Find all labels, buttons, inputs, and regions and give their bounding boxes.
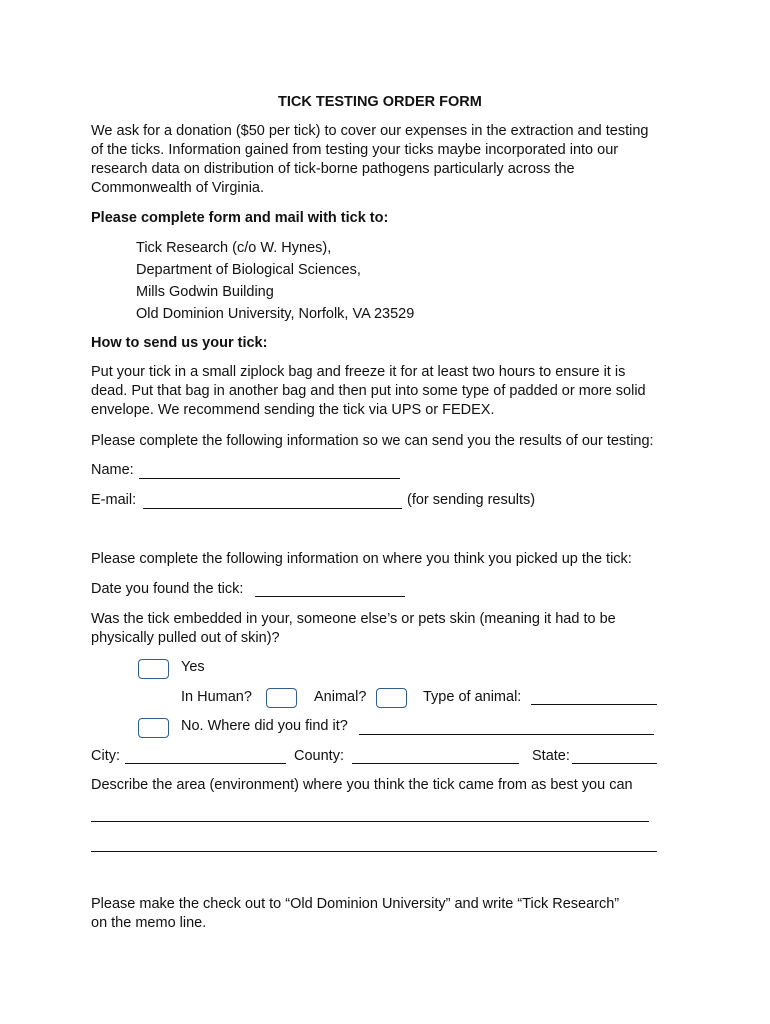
no-where-label: No. Where did you find it? [181,718,348,734]
address-line: Mills Godwin Building [136,284,274,300]
page-title: TICK TESTING ORDER FORM [278,94,482,110]
animal-label: Animal? [314,689,367,705]
date-label: Date you found the tick: [91,581,244,597]
animal-checkbox[interactable] [376,688,407,708]
state-field[interactable] [572,763,657,764]
intro-line: Commonwealth of Virginia. [91,180,265,196]
in-human-checkbox[interactable] [266,688,297,708]
email-field[interactable] [143,508,402,509]
in-human-label: In Human? [181,689,252,705]
send-heading: How to send us your tick: [91,335,268,351]
environment-field-line-2[interactable] [91,851,657,852]
pickup-prompt: Please complete the following information on where you think you picked up the tick: [91,551,632,567]
date-field[interactable] [255,596,405,597]
check-note-line: on the memo line. [91,915,207,931]
mail-heading: Please complete form and mail with tick to: [91,210,389,226]
where-found-field[interactable] [359,734,654,735]
send-line: envelope. We recommend sending the tick via UPS or FEDEX. [91,402,495,418]
email-note: (for sending results) [407,492,536,508]
address-line: Tick Research (c/o W. Hynes), [136,240,332,256]
type-of-animal-label: Type of animal: [423,689,522,705]
check-note-line: Please make the check out to “Old Dominion University” and write “Tick Research” [91,896,620,912]
intro-line: research data on distribution of tick-borne pathogens particularly across the [91,161,575,177]
county-field[interactable] [352,763,519,764]
yes-label: Yes [181,659,205,675]
no-checkbox[interactable] [138,718,169,738]
name-field[interactable] [139,478,400,479]
city-label: City: [91,748,120,764]
send-line: Put your tick in a small ziplock bag and freeze it for at least two hours to ensure it is [91,364,626,380]
results-prompt: Please complete the following information so we can send you the results of our testing: [91,433,654,449]
question-line: physically pulled out of skin)? [91,630,280,646]
address-line: Department of Biological Sciences, [136,262,361,278]
type-of-animal-field[interactable] [531,704,657,705]
question-line: Was the tick embedded in your, someone else’s or pets skin (meaning it had to be [91,611,616,627]
county-label: County: [294,748,344,764]
name-label: Name: [91,462,134,478]
email-label: E-mail: [91,492,137,508]
state-label: State: [532,748,570,764]
send-line: dead. Put that bag in another bag and then put into some type of padded or more solid [91,383,646,399]
environment-field-line-1[interactable] [91,821,649,822]
describe-prompt: Describe the area (environment) where you think the tick came from as best you can [91,777,633,793]
intro-line: We ask for a donation ($50 per tick) to cover our expenses in the extraction and testing [91,123,649,139]
city-field[interactable] [125,763,286,764]
yes-checkbox[interactable] [138,659,169,679]
intro-line: of the ticks. Information gained from testing your ticks maybe incorporated into our [91,142,619,158]
address-line: Old Dominion University, Norfolk, VA 23529 [136,306,415,322]
